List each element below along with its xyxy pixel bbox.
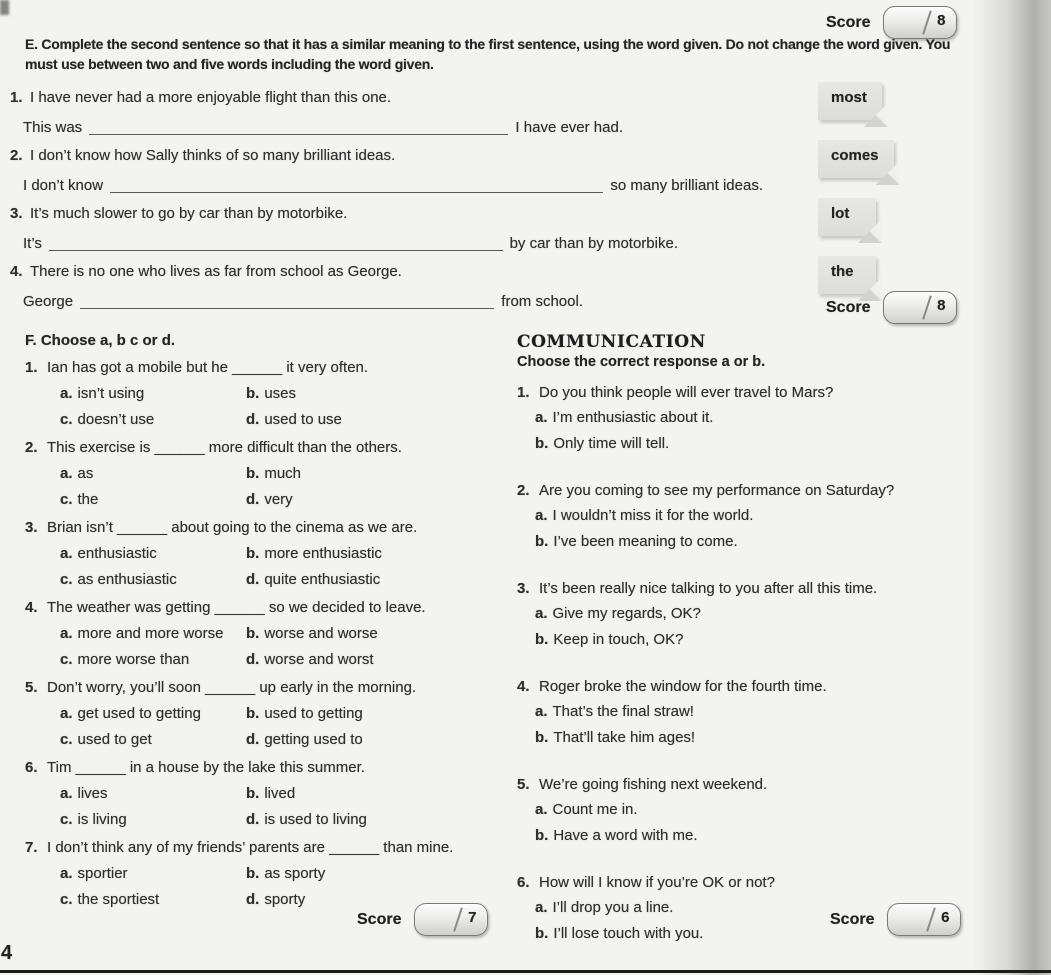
option-text: much (264, 465, 302, 482)
source-sentence-row (10, 204, 959, 224)
option-letter: a. (60, 545, 73, 562)
option-text: uses (264, 385, 297, 402)
folded-corner-icon (864, 103, 888, 127)
answer-suffix: so many brilliant ideas. (610, 177, 763, 194)
multiple-choice-item (25, 678, 477, 749)
option-text: isn’t using (77, 385, 145, 402)
given-word-tab (818, 198, 876, 236)
answer-option (60, 570, 246, 589)
item-number: 2. (10, 147, 23, 164)
answer-option (535, 800, 959, 819)
item-number: 5. (25, 679, 38, 696)
option-letter: d. (246, 811, 260, 828)
question-row (517, 481, 959, 501)
option-letter: b. (535, 533, 549, 550)
option-letter: b. (246, 385, 260, 402)
option-text: enthusiastic (77, 545, 157, 562)
answer-option (246, 730, 477, 749)
option-text: worse and worse (264, 625, 378, 642)
score-max-value: 8 (937, 12, 946, 29)
answer-option (246, 784, 477, 803)
option-text: Have a word with me. (553, 827, 698, 844)
option-letter: d. (246, 731, 260, 748)
answer-option (246, 384, 477, 403)
options-grid (60, 544, 477, 589)
option-text: I’ve been meaning to come. (553, 533, 738, 550)
exercise-e-instruction: E. Complete the second sentence so that it has a similar meaning to the first sentence, using the word given. Do not change the word given. You must use between two and five words including the word given. (25, 36, 951, 72)
communication-heading: COMMUNICATION (517, 332, 706, 352)
gap-fill-item (10, 204, 959, 254)
answer-blank-line (110, 178, 603, 193)
option-text: used to get (77, 731, 152, 748)
option-text: Count me in. (552, 801, 638, 818)
answer-option (535, 408, 959, 427)
option-text: Keep in touch, OK? (553, 631, 684, 648)
option-letter: b. (535, 631, 549, 648)
option-text: more and more worse (77, 625, 224, 642)
option-letter: b. (246, 865, 260, 882)
option-text: I’ll lose touch with you. (553, 925, 704, 942)
response-choice-item (517, 383, 959, 453)
option-text: getting used to (264, 731, 363, 748)
answer-option (535, 532, 959, 551)
answer-option (246, 704, 477, 723)
question-text: How will I know if you’re OK or not? (539, 874, 775, 891)
answer-row (23, 230, 678, 254)
option-letter: c. (60, 491, 73, 508)
question-text: Roger broke the window for the fourth time. (539, 678, 827, 695)
answer-suffix: by car than by motorbike. (509, 235, 678, 252)
option-letter: d. (246, 571, 260, 588)
option-text: is living (77, 811, 127, 828)
score-box-communication (830, 903, 961, 936)
question-text: Do you think people will ever travel to Mars? (539, 384, 834, 401)
option-letter: a. (60, 705, 73, 722)
response-choice-item (517, 677, 959, 747)
option-letter: b. (246, 465, 260, 482)
answer-option (535, 604, 959, 623)
option-text: I’ll drop you a line. (552, 899, 674, 916)
answer-option (246, 490, 477, 509)
answer-row (23, 288, 583, 312)
item-number: 2. (517, 482, 530, 499)
item-number: 6. (517, 874, 530, 891)
score-field (414, 903, 488, 936)
option-text: Only time will tell. (553, 435, 670, 452)
options-list (517, 702, 959, 747)
score-field (887, 903, 961, 936)
option-letter: a. (60, 865, 73, 882)
communication-column (517, 332, 959, 971)
answer-option (535, 630, 959, 649)
option-text: lives (77, 785, 108, 802)
question-text: Are you coming to see my performance on Saturday? (539, 482, 895, 499)
options-list (517, 506, 959, 551)
score-max-value: 7 (468, 909, 477, 926)
item-number: 2. (25, 439, 38, 456)
question-row (517, 873, 959, 893)
option-letter: c. (60, 731, 73, 748)
given-word-tab (818, 82, 882, 120)
source-sentence-row (10, 146, 959, 166)
answer-option (60, 490, 246, 509)
answer-option (60, 784, 246, 803)
option-letter: a. (60, 385, 73, 402)
question-row (25, 758, 477, 778)
option-letter: b. (535, 729, 549, 746)
item-number: 6. (25, 759, 38, 776)
question-text: Tim ______ in a house by the lake this summer. (47, 759, 365, 776)
source-sentence: It’s much slower to go by car than by motorbike. (30, 205, 348, 222)
answer-option (60, 864, 246, 883)
option-text: lived (264, 785, 296, 802)
exercise-e-items (10, 88, 959, 312)
option-letter: a. (60, 625, 73, 642)
score-label: Score (357, 910, 402, 928)
multiple-choice-item (25, 358, 477, 429)
option-letter: c. (60, 811, 73, 828)
question-row (25, 358, 477, 378)
answer-option (535, 702, 959, 721)
score-field (883, 291, 957, 324)
score-label: Score (826, 13, 871, 31)
multiple-choice-item (25, 758, 477, 829)
folded-corner-icon (876, 161, 900, 185)
question-text: It’s been really nice talking to you after all this time. (539, 580, 878, 597)
multiple-choice-item (25, 838, 477, 909)
score-max-value: 6 (941, 909, 950, 926)
options-grid (60, 464, 477, 509)
question-text: We’re going fishing next weekend. (539, 776, 768, 793)
options-grid (60, 784, 477, 829)
option-letter: c. (60, 651, 73, 668)
source-sentence-row (10, 88, 959, 108)
answer-option (246, 410, 477, 429)
answer-option (246, 464, 477, 483)
option-letter: a. (535, 801, 548, 818)
answer-option (535, 728, 959, 747)
communication-instruction: Choose the correct response a or b. (517, 354, 766, 370)
option-text: doesn’t use (77, 411, 155, 428)
response-choice-item (517, 481, 959, 551)
answer-suffix: I have ever had. (515, 119, 623, 136)
answer-option (60, 624, 246, 643)
option-text: That’ll take him ages! (553, 729, 696, 746)
source-sentence: I don’t know how Sally thinks of so many brilliant ideas. (30, 147, 396, 164)
option-letter: d. (246, 411, 260, 428)
option-letter: b. (535, 925, 549, 942)
question-text: This exercise is ______ more difficult than the others. (47, 439, 402, 456)
answer-prefix: I don’t know (23, 177, 104, 194)
answer-option (246, 650, 477, 669)
option-letter: a. (535, 507, 548, 524)
item-number: 3. (517, 580, 530, 597)
question-text: Brian isn’t ______ about going to the cinema as we are. (47, 519, 418, 536)
item-number: 4. (10, 263, 23, 280)
question-text: The weather was getting ______ so we decided to leave. (47, 599, 426, 616)
question-row (517, 677, 959, 697)
source-sentence-row (10, 262, 959, 282)
question-text: Ian has got a mobile but he ______ it very often. (47, 359, 369, 376)
given-word: lot (831, 205, 850, 222)
option-letter: d. (246, 891, 260, 908)
option-text: Give my regards, OK? (552, 605, 701, 622)
score-box-exercise-f (357, 903, 488, 936)
options-list (517, 408, 959, 453)
options-list (517, 800, 959, 845)
options-grid (60, 704, 477, 749)
option-letter: a. (535, 703, 548, 720)
option-text: I’m enthusiastic about it. (552, 409, 714, 426)
question-row (517, 383, 959, 403)
answer-option (60, 890, 246, 909)
question-text: I don’t think any of my friends’ parents are ______ than mine. (47, 839, 454, 856)
answer-blank-line (80, 294, 494, 309)
answer-option (246, 810, 477, 829)
gap-fill-item (10, 88, 959, 138)
item-number: 1. (25, 359, 38, 376)
option-text: used to use (264, 411, 342, 428)
option-letter: a. (60, 785, 73, 802)
answer-option (246, 624, 477, 643)
item-number: 4. (517, 678, 530, 695)
option-text: get used to getting (77, 705, 201, 722)
item-number: 3. (25, 519, 38, 536)
answer-blank-line (49, 236, 503, 251)
option-letter: d. (246, 491, 260, 508)
answer-option (246, 544, 477, 563)
score-max-value: 8 (937, 297, 946, 314)
option-text: the (77, 491, 99, 508)
option-letter: b. (535, 827, 549, 844)
folded-corner-icon (858, 219, 882, 243)
option-text: more worse than (77, 651, 190, 668)
option-text: as sporty (264, 865, 326, 882)
answer-option (535, 434, 959, 453)
score-label: Score (826, 298, 871, 316)
question-row (25, 838, 477, 858)
given-word-tab (818, 140, 894, 178)
answer-option (60, 384, 246, 403)
option-text: the sportiest (77, 891, 160, 908)
option-letter: d. (246, 651, 260, 668)
item-number: 4. (25, 599, 38, 616)
option-letter: b. (246, 625, 260, 642)
question-row (517, 579, 959, 599)
option-text: is used to living (264, 811, 367, 828)
answer-suffix: from school. (501, 293, 583, 310)
answer-option (60, 544, 246, 563)
gap-fill-item (10, 146, 959, 196)
answer-option (246, 864, 477, 883)
question-row (25, 438, 477, 458)
option-letter: c. (60, 411, 73, 428)
option-letter: c. (60, 571, 73, 588)
option-letter: c. (60, 891, 73, 908)
answer-option (60, 810, 246, 829)
source-sentence: There is no one who lives as far from school as George. (30, 263, 402, 280)
option-text: very (264, 491, 293, 508)
exercise-f-heading: F. Choose a, b c or d. (25, 332, 176, 349)
item-number: 5. (517, 776, 530, 793)
option-text: more enthusiastic (264, 545, 382, 562)
multiple-choice-item (25, 518, 477, 589)
answer-option (60, 464, 246, 483)
answer-option (60, 410, 246, 429)
option-letter: b. (246, 785, 260, 802)
page-bottom-rule (0, 970, 1051, 973)
answer-option (535, 826, 959, 845)
score-label: Score (830, 910, 875, 928)
option-letter: b. (246, 705, 260, 722)
option-letter: a. (535, 409, 548, 426)
option-letter: a. (535, 605, 548, 622)
given-word: most (831, 89, 867, 106)
response-choice-item (517, 775, 959, 845)
option-letter: a. (535, 899, 548, 916)
answer-option (60, 730, 246, 749)
item-number: 7. (25, 839, 38, 856)
options-grid (60, 384, 477, 429)
answer-row (23, 114, 623, 138)
option-text: used to getting (264, 705, 363, 722)
answer-row (23, 172, 763, 196)
answer-prefix: This was (23, 119, 83, 136)
gap-fill-item (10, 262, 959, 312)
multiple-choice-item (25, 598, 477, 669)
answer-prefix: It’s (23, 235, 42, 252)
answer-blank-line (89, 120, 508, 135)
response-choice-item (517, 579, 959, 649)
exercise-f-items (25, 358, 477, 909)
option-text: as (77, 465, 94, 482)
question-row (25, 598, 477, 618)
option-text: That’s the final straw! (552, 703, 694, 720)
item-number: 1. (10, 89, 23, 106)
option-text: sporty (264, 891, 306, 908)
answer-option (246, 570, 477, 589)
score-box-exercise-e (826, 291, 957, 324)
page-number: 4 (1, 942, 13, 964)
answer-option (60, 704, 246, 723)
options-grid (60, 624, 477, 669)
given-word-tab (818, 256, 876, 294)
answer-option (535, 506, 959, 525)
option-text: I wouldn’t miss it for the world. (552, 507, 754, 524)
question-row (25, 678, 477, 698)
option-letter: b. (246, 545, 260, 562)
question-row (517, 775, 959, 795)
option-text: worse and worst (264, 651, 374, 668)
item-number: 3. (10, 205, 23, 222)
given-word: the (831, 263, 854, 280)
options-list (517, 604, 959, 649)
communication-items (517, 383, 959, 943)
answer-prefix: George (23, 293, 74, 310)
multiple-choice-item (25, 438, 477, 509)
question-row (25, 518, 477, 538)
option-text: quite enthusiastic (264, 571, 381, 588)
given-word: comes (831, 147, 879, 164)
item-number: 1. (517, 384, 530, 401)
question-text: Don’t worry, you’ll soon ______ up early in the morning. (47, 679, 417, 696)
option-letter: b. (535, 435, 549, 452)
lower-columns (10, 332, 959, 971)
source-sentence: I have never had a more enjoyable flight than this one. (30, 89, 392, 106)
answer-option (60, 650, 246, 669)
option-text: as enthusiastic (77, 571, 177, 588)
exercise-f-column (25, 332, 477, 971)
option-letter: a. (60, 465, 73, 482)
option-text: sportier (77, 865, 128, 882)
